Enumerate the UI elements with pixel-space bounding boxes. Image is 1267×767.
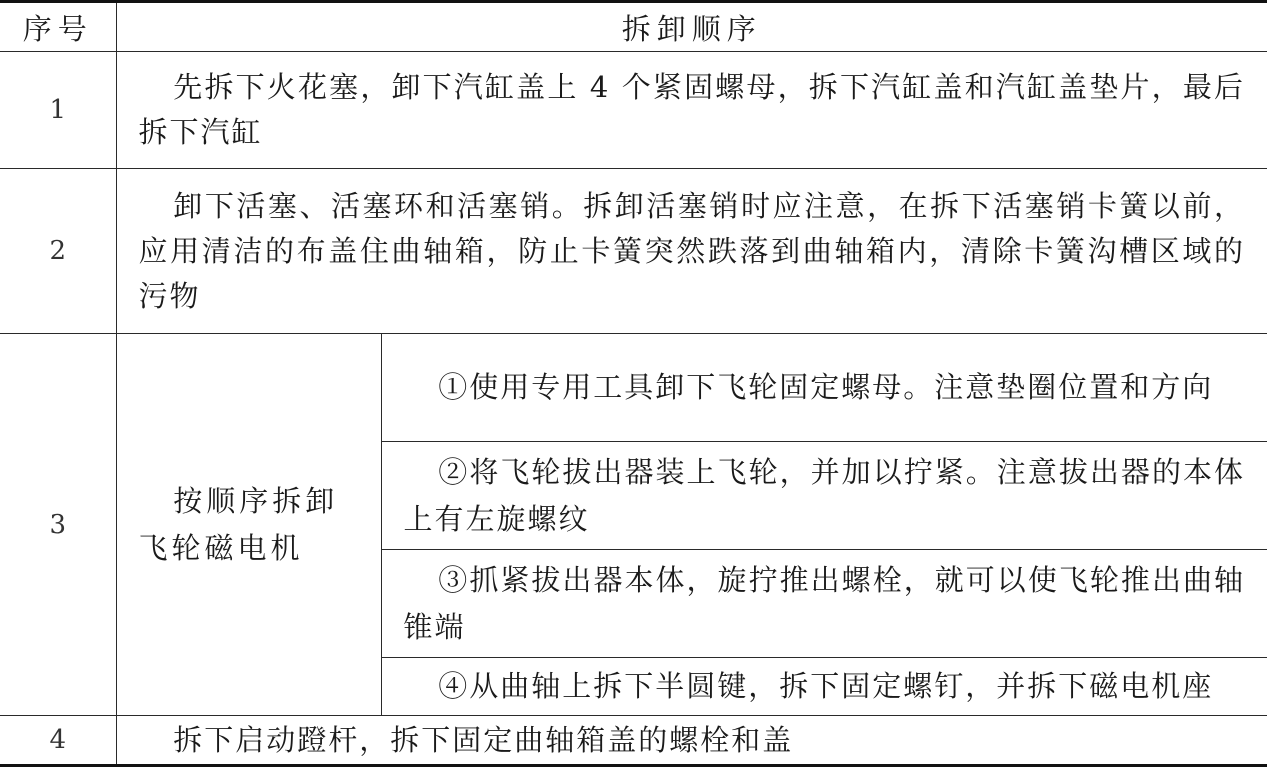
sub-step-text: ①使用专用工具卸下飞轮固定螺母。注意垫圈位置和方向 [438, 370, 1214, 404]
row-text [116, 716, 1267, 766]
row-group-text: 按顺序拆卸飞轮磁电机 [138, 483, 339, 565]
row-group-label [116, 334, 381, 716]
table-row [0, 716, 1267, 766]
row-text-content: 卸下活塞、活塞环和活塞销。拆卸活塞销时应注意，在拆下活塞销卡簧以前，应用清洁的布盖住曲轴箱，防止卡簧突然跌落到曲轴箱内，清除卡簧沟槽区域的污物 [138, 188, 1246, 313]
row-text-content: 先拆下火花塞，卸下汽缸盖上 4 个紧固螺母，拆下汽缸盖和汽缸盖垫片，最后拆下汽缸 [138, 70, 1246, 149]
header-number: 序号 [0, 2, 116, 52]
table-header-row [0, 2, 1267, 52]
row-number: 3 [0, 334, 116, 716]
row-number: 2 [0, 169, 116, 334]
row-text-content: 拆下启动蹬杆，拆下固定曲轴箱盖的螺栓和盖 [173, 722, 794, 757]
row-text [116, 52, 1267, 169]
table-row [0, 169, 1267, 334]
sub-step-text: ④从曲轴上拆下半圆键，拆下固定螺钉，并拆下磁电机座 [438, 669, 1214, 703]
sub-step [381, 550, 1267, 658]
table-row [0, 334, 1267, 442]
row-number: 1 [0, 52, 116, 169]
sub-step [381, 442, 1267, 550]
sub-step [381, 658, 1267, 716]
table-row [0, 52, 1267, 169]
row-text [116, 169, 1267, 334]
row-number: 4 [0, 716, 116, 766]
header-sequence: 拆卸顺序 [116, 2, 1267, 52]
sub-step-text: ③抓紧拔出器本体，旋拧推出螺栓，就可以使飞轮推出曲轴锥端 [403, 562, 1246, 644]
sub-step [381, 334, 1267, 442]
sub-step-text: ②将飞轮拔出器装上飞轮，并加以拧紧。注意拔出器的本体上有左旋螺纹 [403, 454, 1246, 536]
